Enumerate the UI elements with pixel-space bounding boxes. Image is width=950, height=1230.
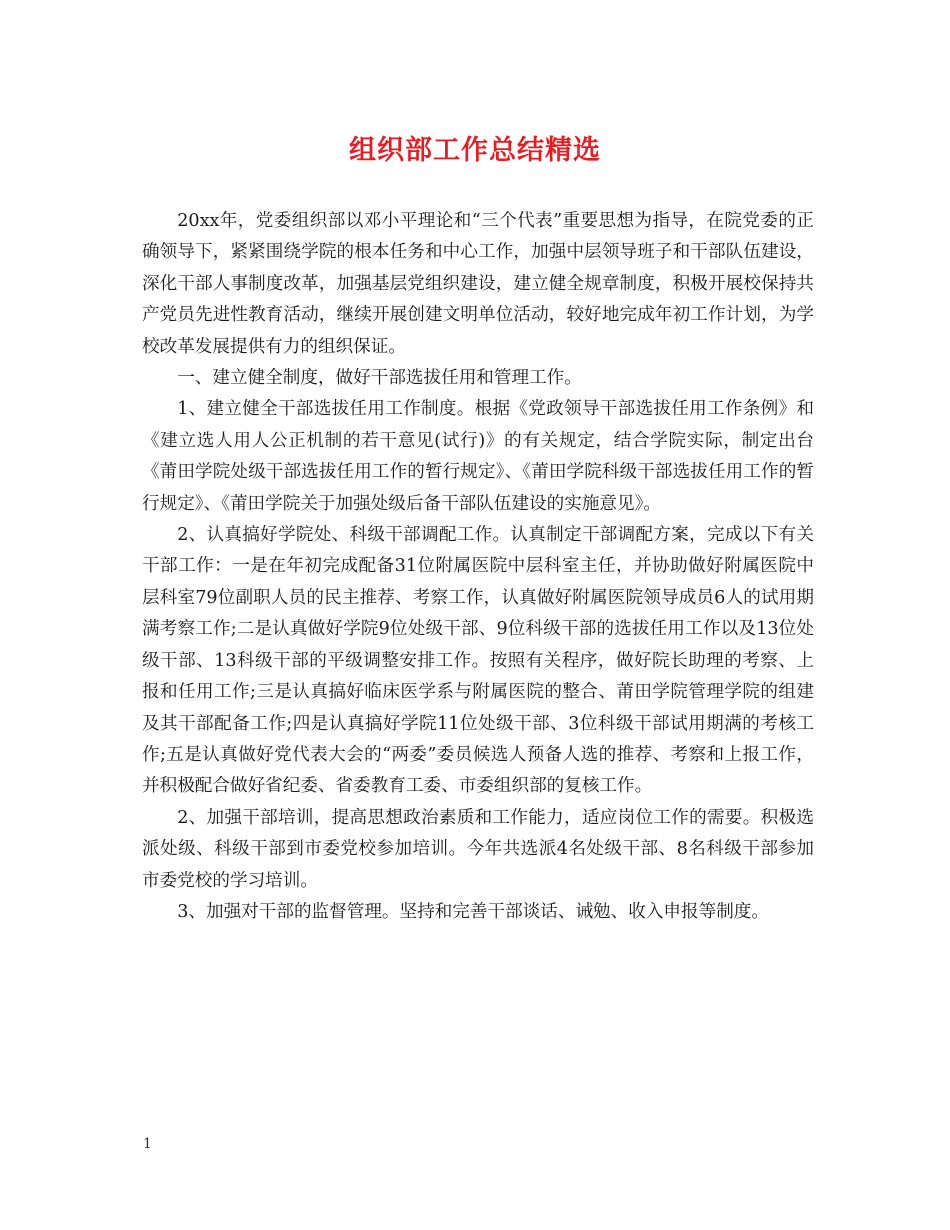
document-title: 组织部工作总结精选 bbox=[349, 135, 601, 166]
page-number: 1 bbox=[143, 1136, 152, 1152]
paragraph-item-3: 3、加强对干部的监督管理。坚持和完善干部谈话、诫勉、收入申报等制度。 bbox=[177, 901, 769, 922]
document-body bbox=[142, 206, 814, 928]
paragraph-item-2: 2、认真搞好学院处、科级干部调配工作。认真制定干部调配方案，完成以下有关干部工作：一是在年初完成配备31位附属医院中层科室主任，并协助做好附属医院中层科室79位副职人员的民主推荐、考察工作，认真做好附属医院领导成员6人的试用期满考察工作;二是认真做好学院9位处级干部、9位科级干部的选拔任用工作以及13位处级干部、13科级干部的平级调整安排工作。按照有关程序，做好院长助理的考察、上报和任用工作;三是认真搞好临床医学系与附属医院的整合、莆田学院管理学院的组建及其干部配备工作;四是认真搞好学院11位处级干部、3位科级干部试用期满的考核工作;五是认真做好党代表大会的“两委”委员候选人预备人选的推荐、考察和上报工作，并积极配合做好省纪委、省委教育工委、市委组织部的复核工作。 bbox=[142, 525, 814, 797]
paragraph-item-1: 1、建立健全干部选拔任用工作制度。根据《党政领导干部选拔任用工作条例》和《建立选人用人公正机制的若干意见(试行)》的有关规定，结合学院实际，制定出台《莆田学院处级干部选拔任用工作的暂行规定》、《莆田学院科级干部选拔任用工作的暂行规定》、《莆田学院关于加强处级后备干部队伍建设的实施意见》。 bbox=[142, 399, 814, 514]
paragraph-item-2b: 2、加强干部培训，提高思想政治素质和工作能力，适应岗位工作的需要。积极选派处级、科级干部到市委党校参加培训。今年共选派4名处级干部、8名科级干部参加市委党校的学习培训。 bbox=[142, 807, 814, 891]
section-heading-1: 一、建立健全制度，做好干部选拔任用和管理工作。 bbox=[177, 368, 582, 389]
paragraph-intro: 20xx年，党委组织部以邓小平理论和“三个代表”重要思想为指导，在院党委的正确领导下，紧紧围绕学院的根本任务和中心工作，加强中层领导班子和干部队伍建设，深化干部人事制度改革，加强基层党组织建设，建立健全规章制度，积极开展校保持共产党员先进性教育活动，继续开展创建文明单位活动，较好地完成年初工作计划，为学校改革发展提供有力的组织保证。 bbox=[142, 211, 814, 357]
